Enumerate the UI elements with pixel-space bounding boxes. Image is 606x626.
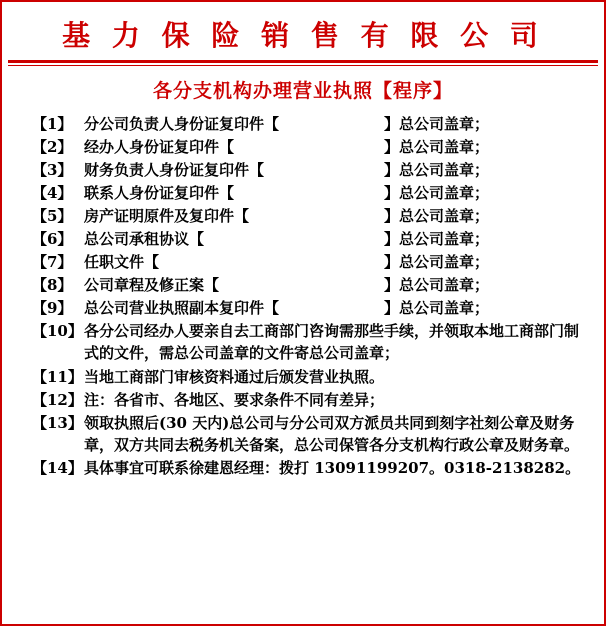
item-text: 分公司负责人身份证复印件【 bbox=[84, 115, 280, 133]
item-tail: 】总公司盖章； bbox=[384, 138, 490, 157]
item-tail: 】总公司盖章； bbox=[384, 253, 490, 272]
item-tail: 】总公司盖章； bbox=[384, 161, 490, 180]
company-title: 基 力 保 险 销 售 有 限 公 司 bbox=[62, 19, 544, 52]
item-text: 总公司营业执照副本复印件【 bbox=[84, 299, 280, 318]
item-body bbox=[84, 228, 596, 250]
item-number: 【12】 bbox=[32, 390, 83, 409]
procedure-list bbox=[2, 113, 604, 479]
item-tail: 】总公司盖章； bbox=[384, 207, 490, 226]
item-number: 【5】 bbox=[32, 207, 73, 226]
item-text: 联系人身份证复印件【 bbox=[84, 184, 235, 203]
item-body bbox=[84, 136, 596, 158]
item-number: 【9】 bbox=[32, 299, 73, 318]
item-text: 财务负责人身份证复印件【 bbox=[84, 161, 265, 180]
item-tail: 】总公司盖章； bbox=[384, 115, 490, 133]
item-tail: 】总公司盖章； bbox=[384, 184, 490, 203]
item-body bbox=[84, 205, 596, 227]
item-body bbox=[84, 366, 596, 388]
divider-thick-line bbox=[8, 60, 598, 63]
item-text: 房产证明原件及复印件【 bbox=[84, 207, 250, 226]
list-item bbox=[32, 182, 596, 204]
item-number: 【11】 bbox=[32, 367, 83, 386]
list-item bbox=[32, 457, 596, 479]
title-divider bbox=[2, 60, 604, 66]
list-item bbox=[32, 389, 596, 411]
item-body bbox=[84, 389, 596, 411]
item-number: 【6】 bbox=[32, 230, 73, 249]
item-text: 注：各省市、各地区、要求条件不同有差异； bbox=[84, 390, 385, 409]
item-text: 经办人身份证复印件【 bbox=[84, 138, 235, 157]
item-body bbox=[84, 274, 596, 296]
list-item bbox=[32, 320, 596, 364]
item-body bbox=[84, 251, 596, 273]
list-item bbox=[32, 228, 596, 250]
item-number: 【10】 bbox=[32, 322, 83, 341]
item-tail: 】总公司盖章； bbox=[384, 230, 490, 249]
document-title: 各分支机构办理营业执照【程序】 bbox=[152, 80, 453, 102]
item-number: 【7】 bbox=[32, 253, 73, 272]
item-number: 【3】 bbox=[32, 161, 73, 180]
item-number: 【4】 bbox=[32, 184, 73, 203]
list-item bbox=[32, 159, 596, 181]
item-body bbox=[84, 412, 596, 456]
item-body bbox=[84, 457, 596, 479]
item-text: 总公司承租协议【 bbox=[84, 230, 205, 249]
item-text: 具体事宜可联系徐建恩经理：拨打 13091199207。0318-2138282。 bbox=[84, 458, 581, 477]
item-number: 【13】 bbox=[32, 413, 83, 432]
item-number: 【8】 bbox=[32, 276, 73, 295]
list-item bbox=[32, 274, 596, 296]
item-text: 公司章程及修正案【 bbox=[84, 276, 220, 295]
item-text: 当地工商部门审核资料通过后颁发营业执照。 bbox=[84, 367, 385, 386]
item-text: 任职文件【 bbox=[84, 253, 160, 272]
item-text: 领取执照后(30 天内)总公司与分公司双方派员共同到刻字社刻公章及财务章，双方共同去税务机关备案，总公司保管各分支机构行政公章及财务章。 bbox=[84, 413, 580, 454]
item-tail: 】总公司盖章； bbox=[384, 299, 490, 318]
item-number: 【1】 bbox=[32, 115, 73, 133]
item-body bbox=[84, 297, 596, 319]
list-item bbox=[32, 412, 596, 456]
item-number: 【2】 bbox=[32, 138, 73, 157]
item-text: 各分公司经办人要亲自去工商部门咨询需那些手续，并领取本地工商部门制式的文件，需总公司盖章的文件寄总公司盖章； bbox=[84, 322, 580, 363]
item-tail: 】总公司盖章； bbox=[384, 276, 490, 295]
list-item bbox=[32, 136, 596, 158]
divider-thin-line bbox=[8, 65, 598, 66]
item-body bbox=[84, 113, 596, 135]
list-item bbox=[32, 251, 596, 273]
item-body bbox=[84, 159, 596, 181]
list-item bbox=[32, 366, 596, 388]
item-body bbox=[84, 182, 596, 204]
list-item bbox=[32, 205, 596, 227]
item-body bbox=[84, 320, 596, 364]
item-number: 【14】 bbox=[32, 458, 83, 477]
list-item bbox=[32, 113, 596, 135]
list-item bbox=[32, 297, 596, 319]
